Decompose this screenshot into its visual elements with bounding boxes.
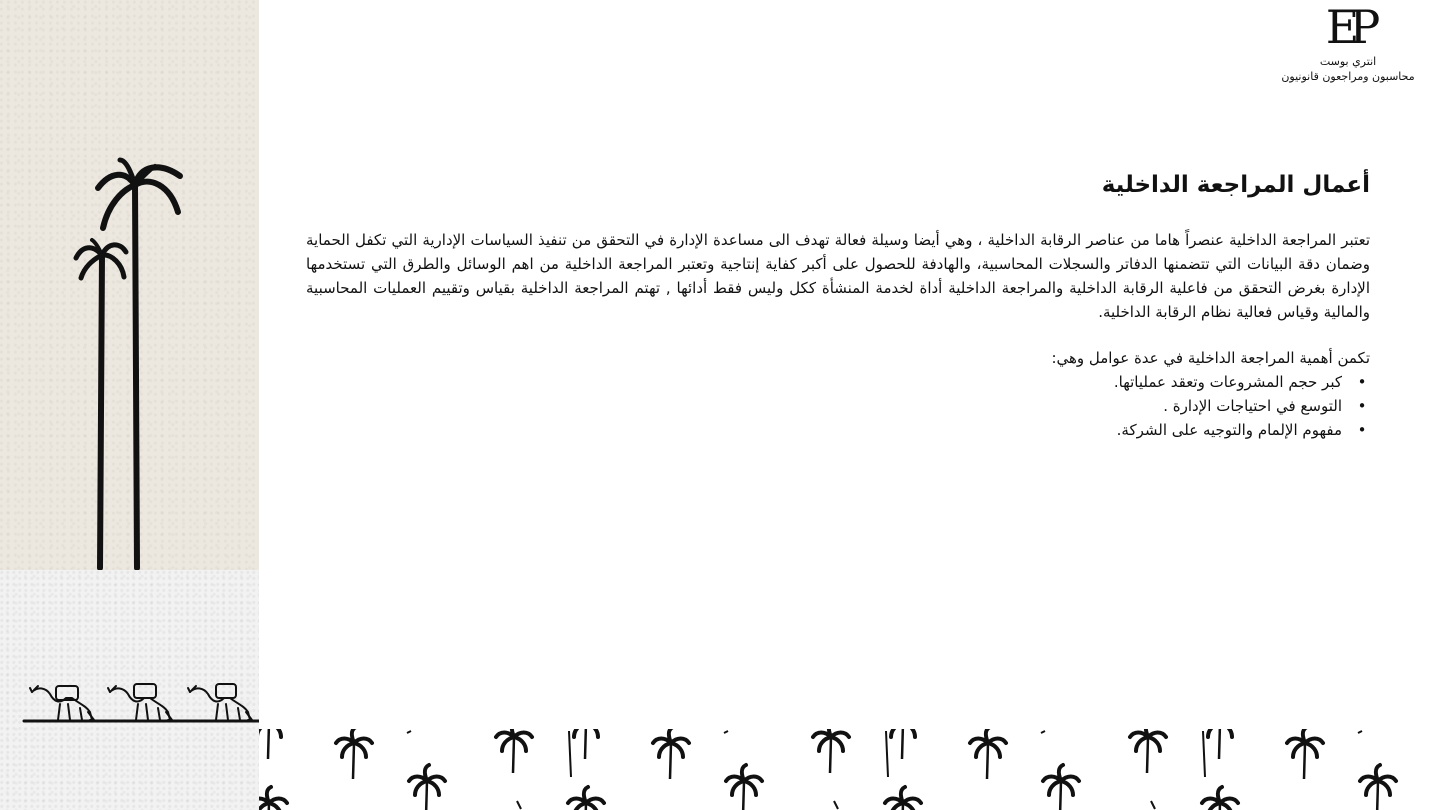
bullet-icon: • bbox=[1357, 397, 1367, 415]
intro-paragraph: تعتبر المراجعة الداخلية عنصراً هاما من عناصر الرقابة الداخلية ، وهي أيضا وسيلة فعالة تهدف الى مساعدة الإدارة في التحقق من تنفيذ السياسات الإدارية التي تكفل الحماية وضمان دقة البيانات التي تتضمنها الدفاتر والسجلات المحاسبية، والهادفة للحصول على أكبر كفاية إنتاجية وتعتبر المراجعة الداخلية من اهم الوسائل والطرق التي تستخدمها الإدارة بغرض التحقق من فاعلية الرقابة الداخلية والمراجعة الداخلية أداة لخدمة المنشأة ككل وليس فقط أدائها , تهتم المراجعة الداخلية بقياس وتقييم العمليات المحاسبية والمالية وقياس فعالية نظام الرقابة الداخلية. bbox=[306, 231, 1370, 321]
main-content bbox=[306, 168, 1370, 442]
page-title: أعمال المراجعة الداخلية bbox=[1101, 172, 1370, 198]
list-item bbox=[306, 394, 1367, 418]
camel-icon bbox=[0, 570, 259, 810]
factor-text: التوسع في احتياجات الإدارة . bbox=[1163, 397, 1342, 415]
factors-list bbox=[306, 370, 1370, 442]
decorative-palm-panel bbox=[0, 0, 259, 570]
factor-text: كبر حجم المشروعات وتعقد عملياتها. bbox=[1113, 373, 1342, 391]
camel-caravan-panel bbox=[0, 570, 259, 810]
bullet-icon: • bbox=[1357, 373, 1367, 391]
logo-mark: EP bbox=[1325, 0, 1371, 54]
list-item bbox=[306, 370, 1367, 394]
company-name: انتري بوست bbox=[1319, 55, 1377, 68]
company-logo bbox=[1268, 0, 1428, 84]
palm-pattern bbox=[259, 729, 1440, 810]
tall-palm-trees-icon bbox=[0, 0, 259, 570]
company-tagline: محاسبون ومراجعون قانونيون bbox=[1281, 70, 1415, 83]
bullet-icon: • bbox=[1357, 421, 1367, 439]
factors-intro: تكمن أهمية المراجعة الداخلية في عدة عوامل وهي: bbox=[1051, 349, 1370, 367]
palm-pattern-icon bbox=[259, 729, 1440, 810]
list-item bbox=[306, 418, 1367, 442]
factor-text: مفهوم الإلمام والتوجيه على الشركة. bbox=[1116, 421, 1342, 439]
